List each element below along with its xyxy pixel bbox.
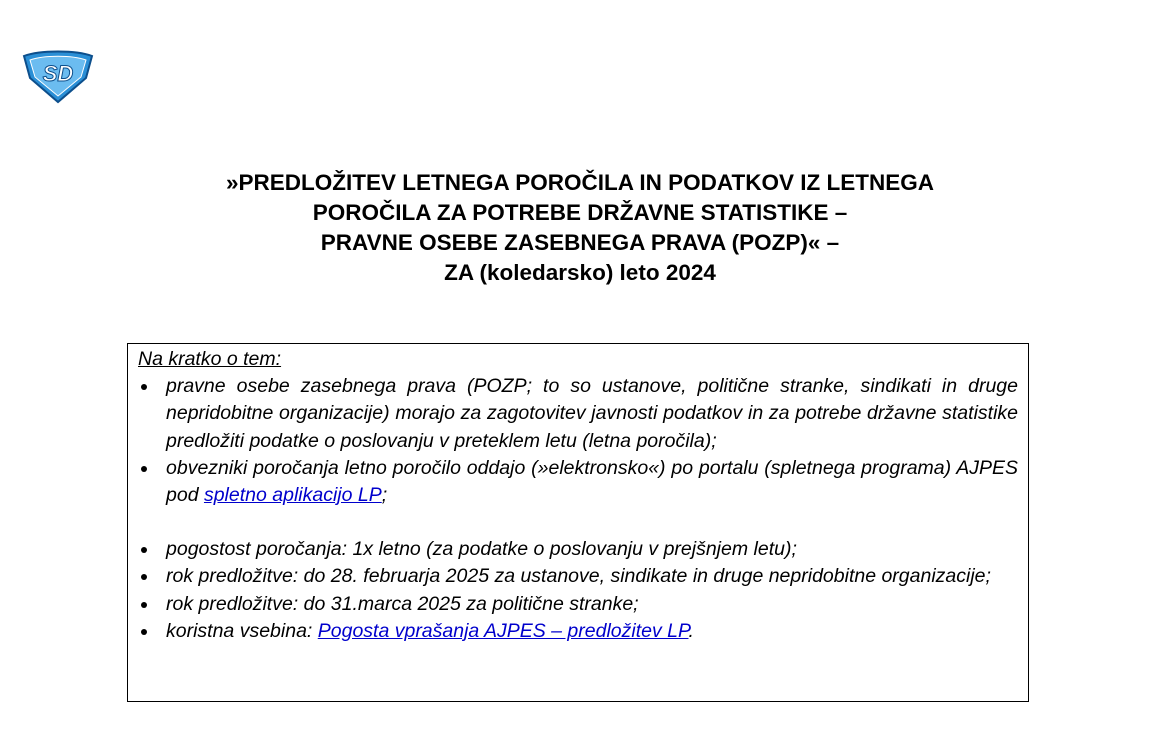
list-item <box>138 455 1018 509</box>
summary-heading: Na kratko o tem: <box>138 348 282 370</box>
list-item <box>138 563 1018 590</box>
title-line: »PREDLOŽITEV LETNEGA POROČILA IN PODATKOV IZ LETNEGA <box>226 170 934 195</box>
summary-box <box>127 343 1029 702</box>
item-text: . <box>688 619 694 642</box>
item-text: rok predložitve: do 28. februarja 2025 za ustanove, sindikate in druge nepridobitne organizacije; <box>166 565 991 588</box>
title-line: PRAVNE OSEBE ZASEBNEGA PRAVA (POZP)« – <box>320 230 840 255</box>
lp-app-link[interactable]: spletno aplikacijo LP <box>203 484 382 507</box>
document-title <box>60 168 1100 288</box>
item-text: pravne osebe zasebnega prava (POZP; to so ustanove, politične stranke, sindikati in druge nepridobitne organizacije) morajo za zagotovitev javnosti podatkov in za potrebe državne statistike predložiti podatke o poslovanju v preteklem letu (letna poročila); <box>166 375 1018 452</box>
item-text: pogostost poročanja: 1x letno (za podatke o poslovanju v prejšnjem letu); <box>166 538 797 561</box>
list-item <box>138 618 1018 645</box>
list-item <box>138 373 1018 455</box>
list-spacer <box>138 509 1018 536</box>
shield-logo-icon <box>20 48 96 104</box>
faq-link[interactable]: Pogosta vprašanja AJPES – predložitev LP <box>317 619 689 642</box>
item-text: obvezniki poročanja letno poročilo oddajo (»elektronsko«) po portalu (spletnega programa) AJPES pod <box>166 456 1018 507</box>
title-line: ZA (koledarsko) leto 2024 <box>444 260 716 285</box>
title-line: POROČILA ZA POTREBE DRŽAVNE STATISTIKE – <box>312 200 848 225</box>
svg-text:SD: SD <box>42 61 74 86</box>
summary-list <box>138 373 1018 645</box>
item-text: koristna vsebina: <box>166 619 318 642</box>
list-item <box>138 536 1018 563</box>
item-text: ; <box>381 484 388 507</box>
list-item <box>138 591 1018 618</box>
item-text: rok predložitve: do 31.marca 2025 za politične stranke; <box>166 592 639 615</box>
